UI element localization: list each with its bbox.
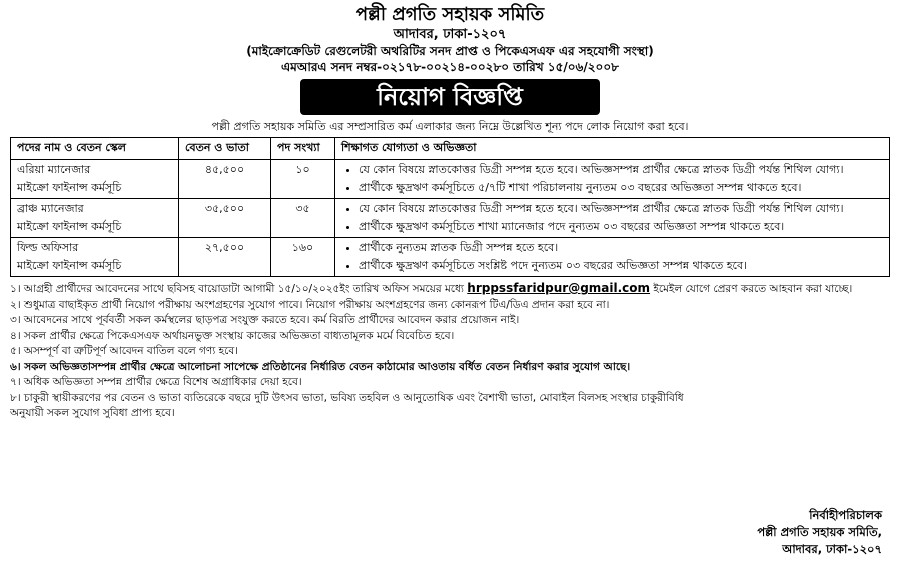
requirement-item: • প্রার্থীকে নুন্যতম স্নাতক ডিগ্রী সম্পন্ন হতে হবে। [359, 239, 883, 257]
salary-cell: ৪৫,৫০০ [179, 160, 271, 199]
requirement-item: • প্রার্থীকে ক্ষুদ্রঋণ কর্মসূচিতে সংশ্লিষ্ট পদে নুন্যতম ০৩ বছরের অভিজ্ঞতা সম্পন্ন থাকতে হবে। [359, 257, 883, 275]
column-header-post: পদের নাম ও বেতন স্কেল [11, 138, 179, 160]
signature-block [757, 507, 882, 558]
note-3: ৩। আবেদনের সাথে পূর্ববর্তী সকল কর্মস্থলের ছাড়পত্র সংযুক্ত করতে হবে। কর্ম বিরতি প্রার্থীদের আবেদন করার প্রয়োজন নাই। [10, 314, 520, 326]
note-1-text: ১। আগ্রহী প্রার্থীদের আবেদনের সাথে ছবিসহ বায়োডাটা আগামী ১৫/১০/২০২৫ইং তারিখ অফিস সময়ের মধ্যে [10, 283, 464, 295]
intro-text: পল্লী প্রগতি সহায়ক সমিতি এর সম্প্রসারিত কর্ম এলাকার জন্য নিম্নে উল্লেখিত শূন্য পদে লোক নিয়োগ করা হবে। [211, 120, 689, 133]
column-header-posts: পদ সংখ্যা [271, 138, 335, 160]
note-7: ৭। অধিক অভিজ্ঞতা সম্পন্ন প্রার্থীর ক্ষেত্রে বিশেষ অগ্রাধিকার দেয়া হবে। [10, 376, 302, 388]
requirement-item: • প্রার্থীকে ক্ষুদ্রঋণ কর্মসূচিতে ৫/৭টি শাখা পরিচালনায় নুন্যতম ০৩ বছরের অভিজ্ঞতা সম্পন্ন থাকতে হবে। [359, 179, 883, 197]
post-count-cell: ১০ [271, 160, 335, 199]
table-row [11, 160, 890, 199]
post-title: ফিল্ড অফিসার [17, 241, 79, 254]
signatory-role: নির্বাহীপরিচালক [809, 508, 882, 522]
post-program: মাইক্রো ফাইনান্স কর্মসূচি [17, 220, 122, 233]
post-count-cell: ৩৫ [271, 199, 335, 238]
organization-address: আদাবর, ঢাকা-১২০৭ [393, 27, 507, 42]
note-4: ৪। সকল প্রার্থীর ক্ষেত্রে পিকেএসএফ অর্থায়নভুক্ত সংস্থায় কাজের অভিজ্ঞতা বাধ্যতামূলক মর্মে বিবেচিত হবে। [10, 329, 455, 342]
column-header-salary: বেতন ও ভাতা [179, 138, 271, 160]
post-title: এরিয়া ম্যানেজার [17, 163, 91, 176]
post-program: মাইক্রো ফাইনান্স কর্মসূচি [17, 259, 122, 272]
post-count-cell: ১৬০ [271, 238, 335, 277]
requirements-cell [335, 199, 890, 238]
notice-header [0, 4, 900, 115]
organization-name: পল্লী প্রগতি সহায়ক সমিতি [355, 4, 545, 25]
notice-title-banner: নিয়োগ বিজ্ঞপ্তি [300, 79, 600, 115]
post-name-cell [11, 199, 179, 238]
requirements-cell [335, 160, 890, 199]
note-2: ২। শুধুমাত্র বাছাইকৃত প্রার্থী নিয়োগ পরীক্ষায় অংশগ্রহণের সুযোগ পাবে। নিয়োগ পরীক্ষায় অংশগ্রহণের জন্য কোনরূপ টিএ/ডিএ প্রদান করা হবে না। [10, 298, 610, 311]
application-email-link[interactable]: hrppssfaridpur@gmail.com [467, 281, 651, 295]
salary-cell: ২৭,৫০০ [179, 238, 271, 277]
requirement-item: • যে কোন বিষয়ে স্নাতকোত্তর ডিগ্রী সম্পন্ন হতে হবে। অভিজ্ঞসম্পন্ন প্রার্থীর ক্ষেত্রে স্নাতক ডিগ্রী পর্যন্ত শিথিল যোগ্য। [359, 161, 883, 179]
registration-note: (মাইক্রোক্রেডিট রেগুলেটরী অথরিটির সনদ প্রাপ্ত ও পিকেএসএফ এর সহযোগী সংস্থা) [246, 44, 654, 58]
signatory-address: আদাবর, ঢাকা-১২০৭ [782, 542, 882, 556]
requirement-item: • যে কোন বিষয়ে স্নাতকোত্তর ডিগ্রী সম্পন্ন হতে হবে। অভিজ্ঞসম্পন্ন প্রার্থীর ক্ষেত্রে স্নাতক ডিগ্রী পর্যন্ত শিথিল যোগ্য। [359, 200, 883, 218]
note-5: ৫। অসম্পূর্ণ বা ত্রুটিপূর্ণ আবেদন বাতিল বলে গণ্য হবে। [10, 345, 239, 357]
requirements-cell [335, 238, 890, 277]
table-header-row [11, 138, 890, 160]
post-name-cell [11, 160, 179, 199]
notes-list [10, 281, 890, 422]
registration-number: এমআরএ সনদ নম্বর-০২১৭৮-০০২১৪-০০২৮০ তারিখ ১৫/০৬/২০০৮ [281, 60, 619, 74]
post-program: মাইক্রো ফাইনান্স কর্মসূচি [17, 181, 122, 194]
post-title: ব্রাঞ্চ ম্যানেজার [17, 202, 84, 215]
post-name-cell [11, 238, 179, 277]
note-8: ৮। চাকুরী স্থায়ীকরণের পর বেতন ও ভাতা ব্যতিরেকে বছরে দুটি উৎসব ভাতা, ভবিষ্য তহবিল ও আনুতোষিক এবং বৈশাখী ভাতা, মোবাইল বিলসহ সংস্থার চাকুরীবিধি অনুযায়ী সকল সুযোগ সুবিধা প্রাপ্য হবে। [10, 391, 684, 419]
note-1-text-end: ইমেইল যোগে প্রেরণ করতে আহবান করা যাচ্ছে। [653, 283, 853, 295]
signatory-org: পল্লী প্রগতি সহায়ক সমিতি, [757, 525, 882, 539]
salary-cell: ৩৫,৫০০ [179, 199, 271, 238]
note-1 [10, 281, 890, 298]
vacancy-table [10, 137, 890, 277]
table-row [11, 199, 890, 238]
note-6: ৬। সকল অভিজ্ঞতাসম্পন্ন প্রার্থীর ক্ষেত্রে আলোচনা সাপেক্ষে প্রতিষ্ঠানের নির্ধারিত বেতন কাঠামোর আওতায় বর্ধিত বেতন নির্ধারণ করার সুযোগ আছে। [10, 360, 631, 373]
column-header-requirements: শিক্ষাগত যোগ্যতা ও অভিজ্ঞতা [335, 138, 890, 160]
requirement-item: • প্রার্থীকে ক্ষুদ্রঋণ কর্মসূচিতে শাখা ম্যানেজার পদে নুন্যতম ০৩ বছরের অভিজ্ঞতা সম্পন্ন থাকতে হবে। [359, 218, 883, 236]
table-row [11, 238, 890, 277]
